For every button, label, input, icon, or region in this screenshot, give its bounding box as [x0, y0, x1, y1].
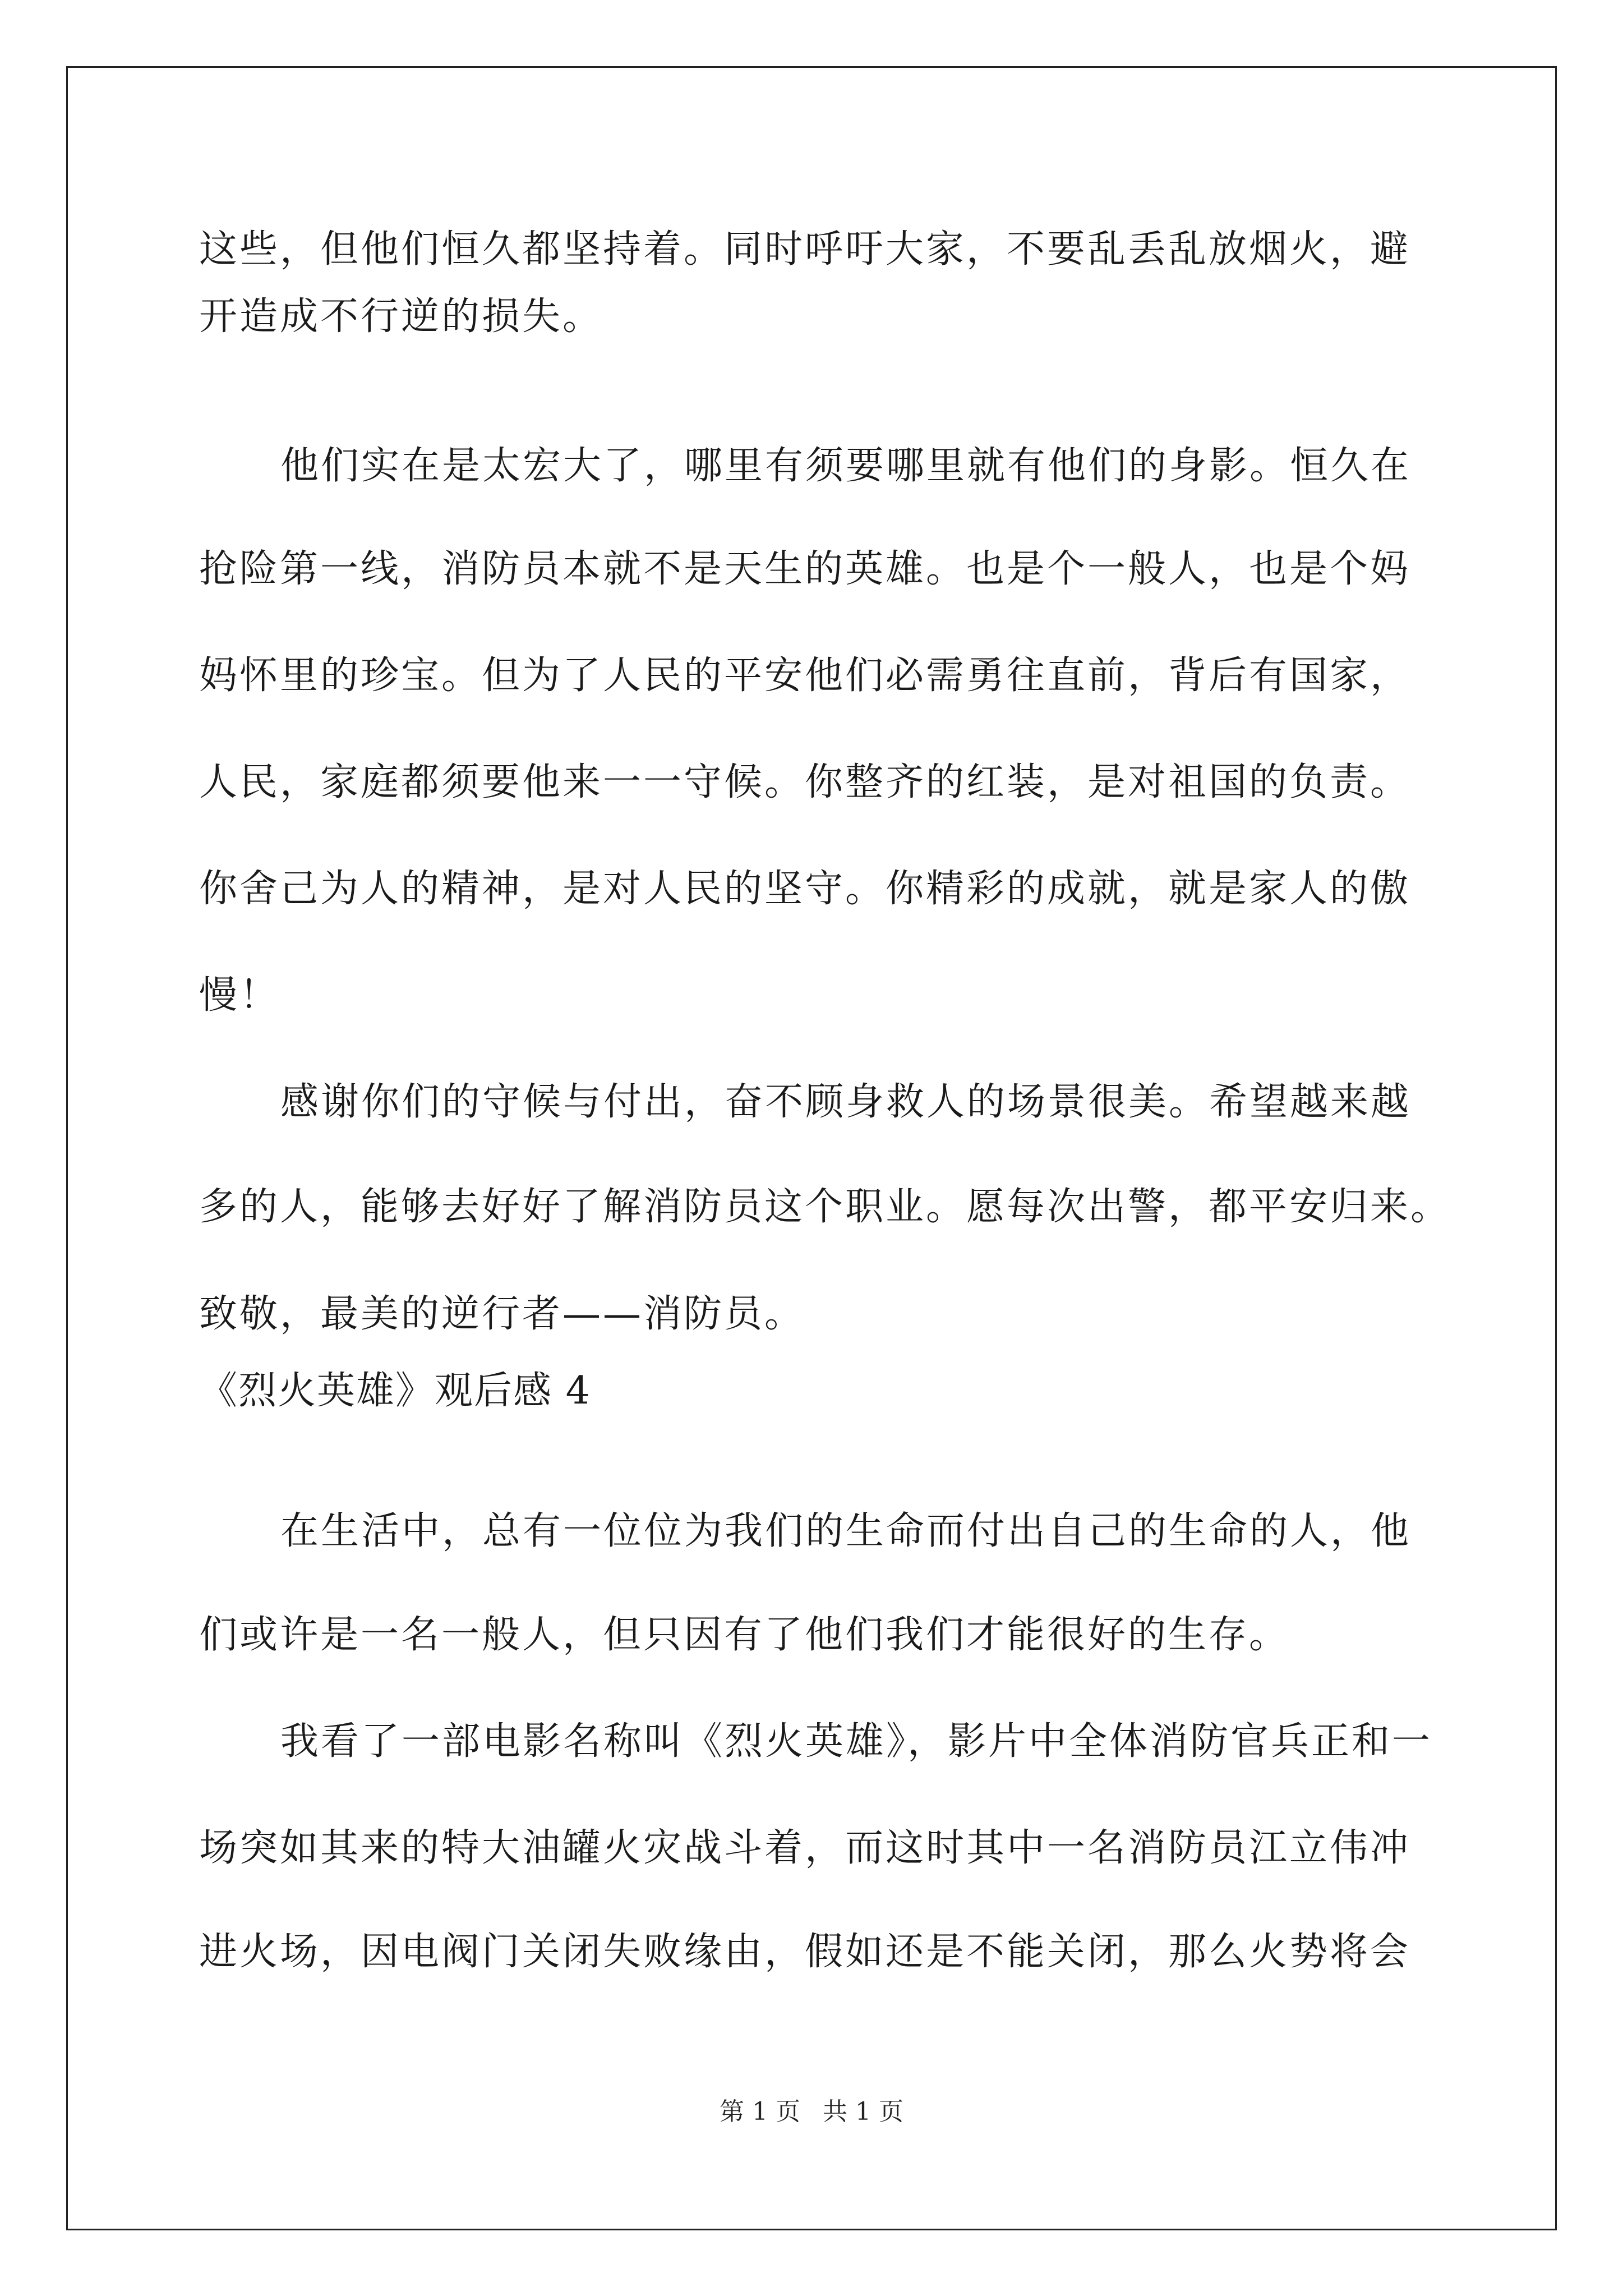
text-line: 开造成不行逆的损失。: [199, 295, 603, 339]
text-line: 这些，但他们恒久都坚持着。同时呼吁大家，不要乱丢乱放烟火，避: [199, 227, 1411, 272]
text-line: 致敬，最美的逆行者——消防员。: [199, 1292, 805, 1336]
page-total: 共 1 页: [823, 2097, 903, 2126]
text-line: 我看了一部电影名称叫《烈火英雄》，影片中全体消防官兵正和一: [280, 1719, 1433, 1764]
text-line: 进火场，因电阀门关闭失败缘由，假如还是不能关闭，那么火势将会: [199, 1930, 1411, 1974]
text-line: 场突如其来的特大油罐火灾战斗着，而这时其中一名消防员江立伟冲: [199, 1826, 1411, 1870]
text-line: 他们实在是太宏大了，哪里有须要哪里就有他们的身影。恒久在: [280, 444, 1412, 488]
text-line: 在生活中，总有一位位为我们的生命而付出自己的生命的人，他: [280, 1509, 1412, 1553]
text-line: 抢险第一线，消防员本就不是天生的英雄。也是个一般人，也是个妈: [199, 547, 1411, 591]
text-line: 慢！: [199, 973, 280, 1018]
page-number: 第 1 页: [720, 2097, 800, 2126]
page-border: [66, 66, 1557, 2230]
section-heading: 《烈火英雄》观后感 4: [199, 1369, 591, 1413]
text-line: 你舍己为人的精神，是对人民的坚守。你精彩的成就，就是家人的傲: [199, 867, 1411, 911]
text-line: 们或许是一名一般人，但只因有了他们我们才能很好的生存。: [199, 1613, 1290, 1657]
text-line: 多的人，能够去好好了解消防员这个职业。愿每次出警，都平安归来。: [199, 1185, 1451, 1229]
text-line: 人民，家庭都须要他来一一守候。你整齐的红装，是对祖国的负责。: [199, 760, 1411, 804]
text-line: 妈怀里的珍宝。但为了人民的平安他们必需勇往直前，背后有国家，: [199, 654, 1411, 698]
page-footer: [0, 2095, 1623, 2129]
text-line: 感谢你们的守候与付出，奋不顾身救人的场景很美。希望越来越: [280, 1080, 1412, 1124]
